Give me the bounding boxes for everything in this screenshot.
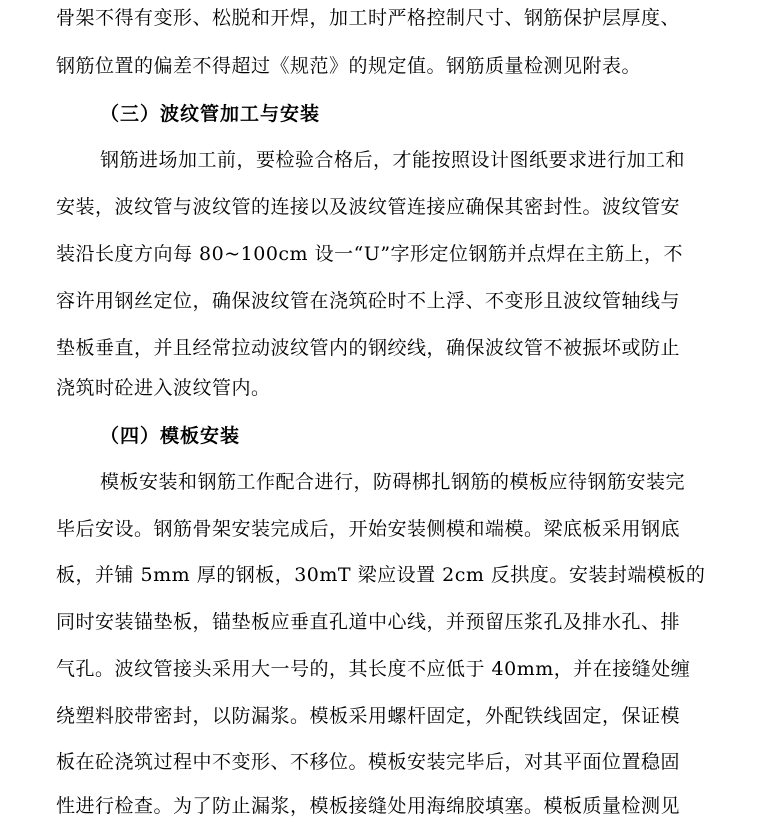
text-line: 同时安装锚垫板，锚垫板应垂直孔道中心线，并预留压浆孔及排水孔、排 <box>56 611 681 633</box>
text-line: 钢筋进场加工前，要检验合格后，才能按照设计图纸要求进行加工和 <box>100 149 686 171</box>
text-line: 垫板垂直，并且经常拉动波纹管内的钢绞线，确保波纹管不被振坏或防止 <box>56 337 681 359</box>
text-line: 钢筋位置的偏差不得超过《规范》的规定值。钢筋质量检测见附表。 <box>56 55 642 77</box>
text-line: 容许用钢丝定位，确保波纹管在浇筑砼时不上浮、不变形且波纹管轴线与 <box>56 290 681 312</box>
text-line: 板在砼浇筑过程中不变形、不移位。模板安装完毕后，对其平面位置稳固 <box>56 751 681 773</box>
text-line: 骨架不得有变形、松脱和开焊，加工时严格控制尺寸、钢筋保护层厚度、 <box>56 7 681 29</box>
text-line: 性进行检查。为了防止漏浆，模板接缝处用海绵胶填塞。模板质量检测见 <box>56 795 681 817</box>
text-line: 绕塑料胶带密封，以防漏浆。模板采用螺杆固定，外配铁线固定，保证模 <box>56 705 681 727</box>
text-line: 装沿长度方向每 80~100cm 设一“U”字形定位钢筋并点焊在主筋上，不 <box>56 243 684 265</box>
section-heading-3: （三）波纹管加工与安装 <box>100 103 321 125</box>
text-line: 气孔。波纹管接头采用大一号的，其长度不应低于 40mm，并在接缝处缠 <box>56 658 691 680</box>
text-line: 浇筑时砼进入波纹管内。 <box>56 377 271 399</box>
text-line: 板，并铺 5mm 厚的钢板，30mT 梁应设置 2cm 反拱度。安装封端模板的 <box>56 564 706 586</box>
text-line: 模板安装和钢筋工作配合进行，防碍梆扎钢筋的模板应待钢筋安装完 <box>100 471 686 493</box>
text-line: 安装，波纹管与波纹管的连接以及波纹管连接应确保其密封性。波纹管安 <box>56 196 681 218</box>
section-heading-4: （四）模板安装 <box>100 425 241 447</box>
text-line: 毕后安设。钢筋骨架安装完成后，开始安装侧模和端模。梁底板采用钢底 <box>56 518 681 540</box>
